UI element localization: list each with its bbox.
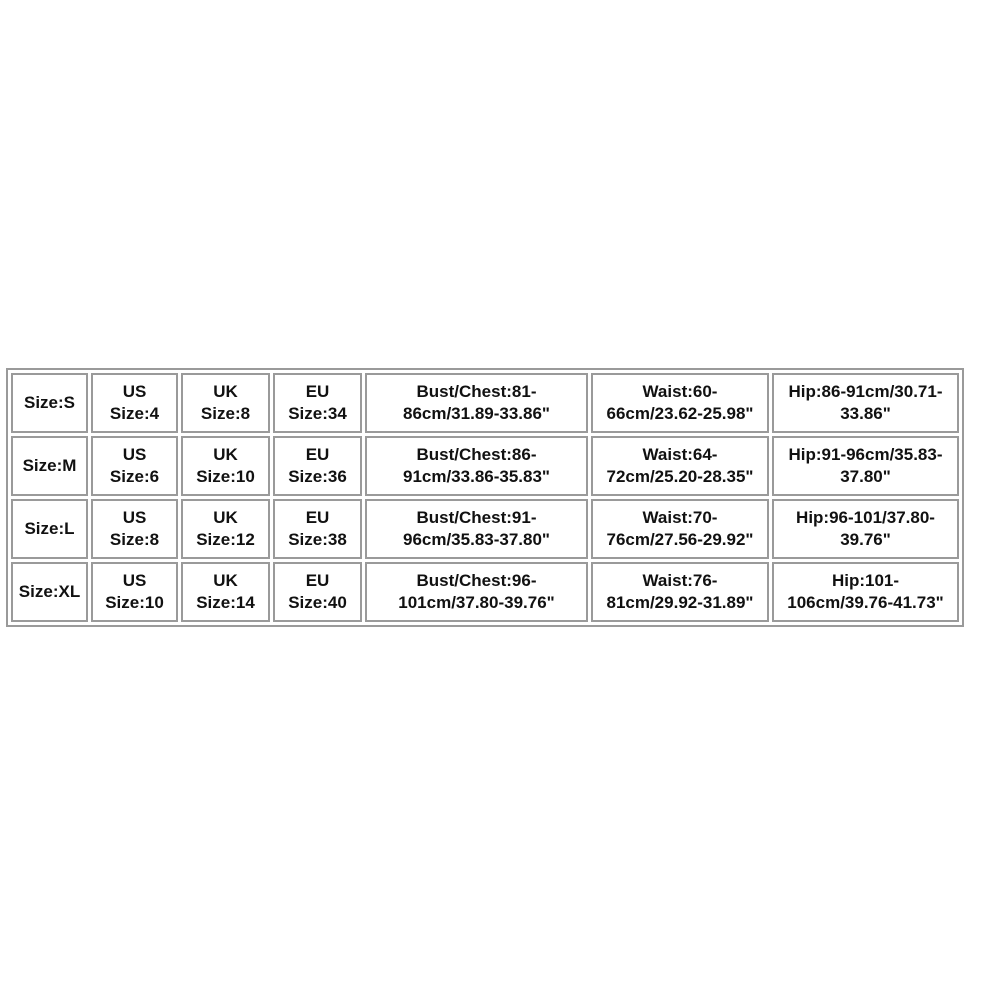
waist-cell: Waist:60- 66cm/23.62-25.98" xyxy=(591,373,769,433)
hip-cell: Hip:101- 106cm/39.76-41.73" xyxy=(772,562,959,622)
table-row xyxy=(11,499,959,559)
waist-cell: Waist:76- 81cm/29.92-31.89" xyxy=(591,562,769,622)
bust-cell: Bust/Chest:81- 86cm/31.89-33.86" xyxy=(365,373,588,433)
size-cell: Size:M xyxy=(11,436,88,496)
bust-cell: Bust/Chest:96- 101cm/37.80-39.76" xyxy=(365,562,588,622)
size-chart-table xyxy=(6,368,964,627)
uk-size-cell: UK Size:10 xyxy=(181,436,270,496)
eu-size-cell: EU Size:36 xyxy=(273,436,362,496)
size-cell: Size:XL xyxy=(11,562,88,622)
eu-size-cell: EU Size:38 xyxy=(273,499,362,559)
waist-cell: Waist:64- 72cm/25.20-28.35" xyxy=(591,436,769,496)
waist-cell: Waist:70- 76cm/27.56-29.92" xyxy=(591,499,769,559)
hip-cell: Hip:86-91cm/30.71- 33.86" xyxy=(772,373,959,433)
hip-cell: Hip:96-101/37.80- 39.76" xyxy=(772,499,959,559)
table-row xyxy=(11,373,959,433)
us-size-cell: US Size:8 xyxy=(91,499,178,559)
us-size-cell: US Size:6 xyxy=(91,436,178,496)
uk-size-cell: UK Size:8 xyxy=(181,373,270,433)
table-row xyxy=(11,562,959,622)
uk-size-cell: UK Size:14 xyxy=(181,562,270,622)
table-row xyxy=(11,436,959,496)
size-cell: Size:L xyxy=(11,499,88,559)
eu-size-cell: EU Size:40 xyxy=(273,562,362,622)
us-size-cell: US Size:4 xyxy=(91,373,178,433)
size-cell: Size:S xyxy=(11,373,88,433)
uk-size-cell: UK Size:12 xyxy=(181,499,270,559)
eu-size-cell: EU Size:34 xyxy=(273,373,362,433)
hip-cell: Hip:91-96cm/35.83- 37.80" xyxy=(772,436,959,496)
bust-cell: Bust/Chest:91- 96cm/35.83-37.80" xyxy=(365,499,588,559)
us-size-cell: US Size:10 xyxy=(91,562,178,622)
bust-cell: Bust/Chest:86- 91cm/33.86-35.83" xyxy=(365,436,588,496)
